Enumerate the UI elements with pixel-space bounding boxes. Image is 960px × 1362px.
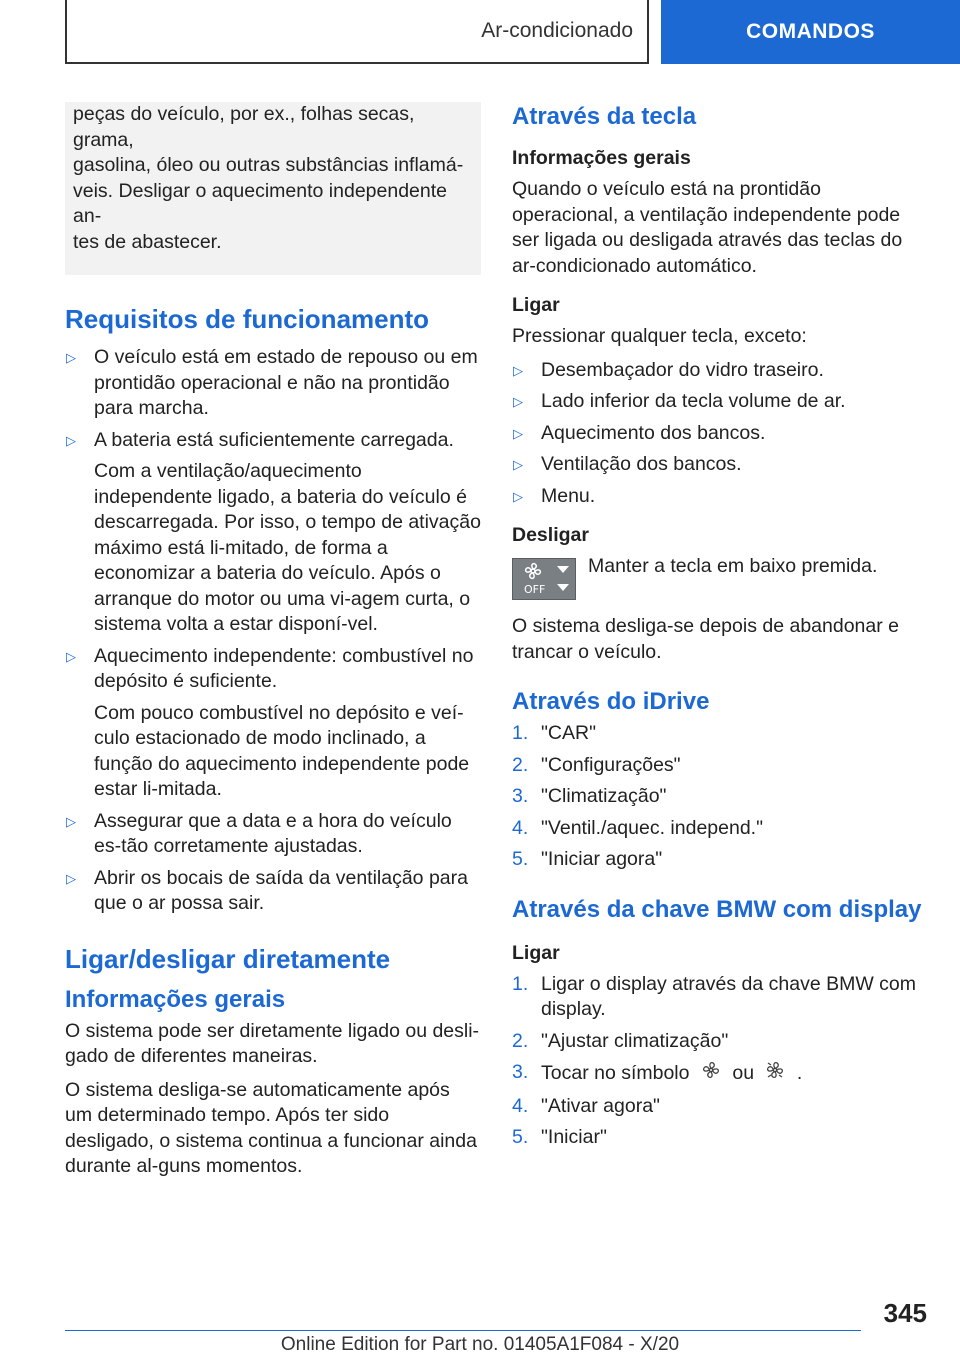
- display-key-heading: Através da chave BMW com display: [512, 895, 922, 923]
- requirements-heading: Requisitos de funcionamento: [65, 304, 430, 334]
- step-number: 5.: [512, 848, 529, 870]
- right-column: [512, 102, 922, 1163]
- step-number: 4.: [512, 1094, 529, 1117]
- info-paragraph: O sistema pode ser diretamente ligado ou desli-gado de diferentes maneiras.: [65, 1019, 480, 1067]
- list-item: [512, 484, 922, 510]
- step-text: ou: [732, 1061, 755, 1084]
- idrive-steps: [512, 721, 922, 873]
- step-text: "CAR": [541, 722, 597, 744]
- list-item: [512, 1029, 922, 1055]
- footer-edition-text: Online Edition for Part no. 01405A1F084 - X/20: [280, 1334, 680, 1355]
- list-item: [512, 847, 922, 873]
- warning-line: tes de abastecer.: [73, 230, 222, 253]
- list-item: [512, 784, 922, 810]
- list-item: [65, 428, 481, 638]
- step-text: Tocar no símbolo: [541, 1061, 690, 1084]
- fan-off-button-icon: [512, 558, 576, 600]
- on-text: Pressionar qualquer tecla, exceto:: [512, 325, 807, 347]
- list-item-note: Com pouco combustível no depósito e veí-culo estacionado de modo inclinado, a função do aquecimento independente pode estar li-mitada.: [94, 701, 470, 800]
- list-item: [512, 358, 922, 384]
- list-item-text: O veículo está em estado de repouso ou em prontidão operacional e não na prontidão para marcha.: [94, 346, 478, 419]
- list-item: [65, 345, 481, 422]
- step-number: 4.: [512, 816, 529, 839]
- info-paragraph: O sistema desliga-se automaticamente após um determinado tempo. Após ter sido desligado, o sistema continua a funcionar ainda durante al-guns momentos.: [65, 1078, 477, 1177]
- warning-line: peças do veículo, por ex., folhas secas, grama,: [73, 103, 415, 151]
- fan-off-graphic: [513, 559, 575, 599]
- fan-icon: [701, 1060, 721, 1088]
- list-item: [512, 1125, 922, 1151]
- key-info-heading: Informações gerais: [512, 147, 691, 169]
- triangle-bullet-icon: ▷: [66, 648, 76, 664]
- list-item-text: Aquecimento dos bancos.: [541, 421, 766, 444]
- list-item-text: Menu.: [541, 484, 596, 507]
- list-item: [512, 1060, 922, 1088]
- step-number: 2.: [512, 1029, 529, 1052]
- triangle-bullet-icon: ▷: [66, 350, 76, 365]
- page-number: 345: [883, 1298, 927, 1328]
- list-item: [512, 753, 922, 779]
- step-text: "Ativar agora": [541, 1094, 660, 1117]
- list-item: [65, 644, 481, 803]
- step-text: "Iniciar": [541, 1126, 607, 1148]
- section-tab: [65, 0, 649, 64]
- step-text: "Configurações": [541, 753, 681, 776]
- step-text: "Ajustar climatização": [541, 1029, 729, 1052]
- triangle-bullet-icon: ▷: [66, 813, 76, 829]
- key-info-text: Quando o veículo está na prontidão operacional, a ventilação independente pode ser ligada ou desligada através das teclas do ar-condicionado automático.: [512, 178, 903, 277]
- step-number: 5.: [512, 1126, 529, 1148]
- triangle-bullet-icon: ▷: [513, 425, 523, 441]
- step-number: 2.: [512, 753, 529, 776]
- triangle-bullet-icon: ▷: [513, 362, 523, 378]
- step-text: "Iniciar agora": [541, 848, 663, 870]
- list-item: [512, 816, 922, 842]
- key-heading: Através da tecla: [512, 103, 697, 130]
- chapter-tab: [661, 0, 960, 64]
- step-text: "Climatização": [541, 785, 667, 807]
- exceptions-list: [512, 358, 922, 510]
- list-item: [512, 721, 922, 747]
- display-steps: [512, 972, 922, 1151]
- list-item: [512, 1094, 922, 1120]
- list-item: [65, 809, 481, 860]
- step-number: 1.: [512, 972, 529, 995]
- step-text: "Ventil./aquec. independ.": [541, 816, 764, 839]
- triangle-bullet-icon: ▷: [513, 394, 523, 409]
- on-heading: Ligar: [512, 294, 560, 316]
- direct-heading: Ligar/desligar diretamente: [65, 943, 391, 974]
- idrive-heading: Através do iDrive: [512, 688, 710, 715]
- list-item: [512, 389, 922, 415]
- list-item-text: Abrir os bocais de saída da ventilação para que o ar possa sair.: [94, 866, 468, 914]
- list-item: [512, 452, 922, 478]
- list-item-text: Lado inferior da tecla volume de ar.: [541, 390, 846, 412]
- step-number: 3.: [512, 1061, 529, 1083]
- triangle-bullet-icon: ▷: [513, 457, 523, 472]
- footer-divider: [65, 1330, 861, 1331]
- warning-line: veis. Desligar o aquecimento independente an-: [73, 179, 447, 227]
- list-item-text: Aquecimento independente: combustível no depósito é suficiente.: [94, 644, 474, 692]
- fan-off-text: OFF: [524, 583, 546, 596]
- list-item-text: A bateria está suficientemente carregada.: [94, 428, 454, 451]
- triangle-bullet-icon: ▷: [66, 870, 76, 886]
- triangle-bullet-icon: ▷: [513, 488, 523, 504]
- off-key-text: Manter a tecla em baixo premida.: [588, 555, 878, 577]
- list-item-text: Desembaçador do vidro traseiro.: [541, 358, 824, 381]
- list-item-text: Ventilação dos bancos.: [541, 453, 742, 475]
- step-text: Ligar o display através da chave BMW com display.: [541, 972, 916, 1020]
- off-heading: Desligar: [512, 524, 589, 546]
- triangle-bullet-icon: ▷: [66, 432, 76, 448]
- info-heading: Informações gerais: [65, 985, 286, 1013]
- list-item: [512, 972, 922, 1023]
- step-number: 1.: [512, 722, 529, 744]
- warning-box: [65, 102, 481, 275]
- display-on-heading: Ligar: [512, 941, 560, 964]
- warning-line: gasolina, óleo ou outras substâncias inflamá-: [73, 154, 464, 176]
- chapter-label: COMANDOS: [746, 20, 875, 43]
- left-column: [65, 102, 481, 1188]
- section-label: Ar-condicionado: [481, 19, 633, 42]
- list-item-note: Com a ventilação/aquecimento independente ligado, a bateria do veículo é descarregada. Por isso, o tempo de ativação máximo está li-mitado, de forma a economizar a bateria do veículo. Após o arranque do motor ou uma vi-agem curta, o sistema volta a estar disponí-vel.: [94, 460, 481, 635]
- step-number: 3.: [512, 785, 529, 807]
- page-header: [0, 0, 960, 66]
- list-item: [512, 421, 922, 447]
- step-text: .: [796, 1061, 803, 1084]
- requirements-list: [65, 345, 481, 917]
- off-key-row: [512, 554, 922, 600]
- ventilation-icon: [765, 1060, 785, 1088]
- list-item: [65, 866, 481, 917]
- list-item-text: Assegurar que a data e a hora do veículo es-tão corretamente ajustadas.: [94, 809, 452, 857]
- off-text: O sistema desliga-se depois de abandonar e trancar o veículo.: [512, 615, 899, 663]
